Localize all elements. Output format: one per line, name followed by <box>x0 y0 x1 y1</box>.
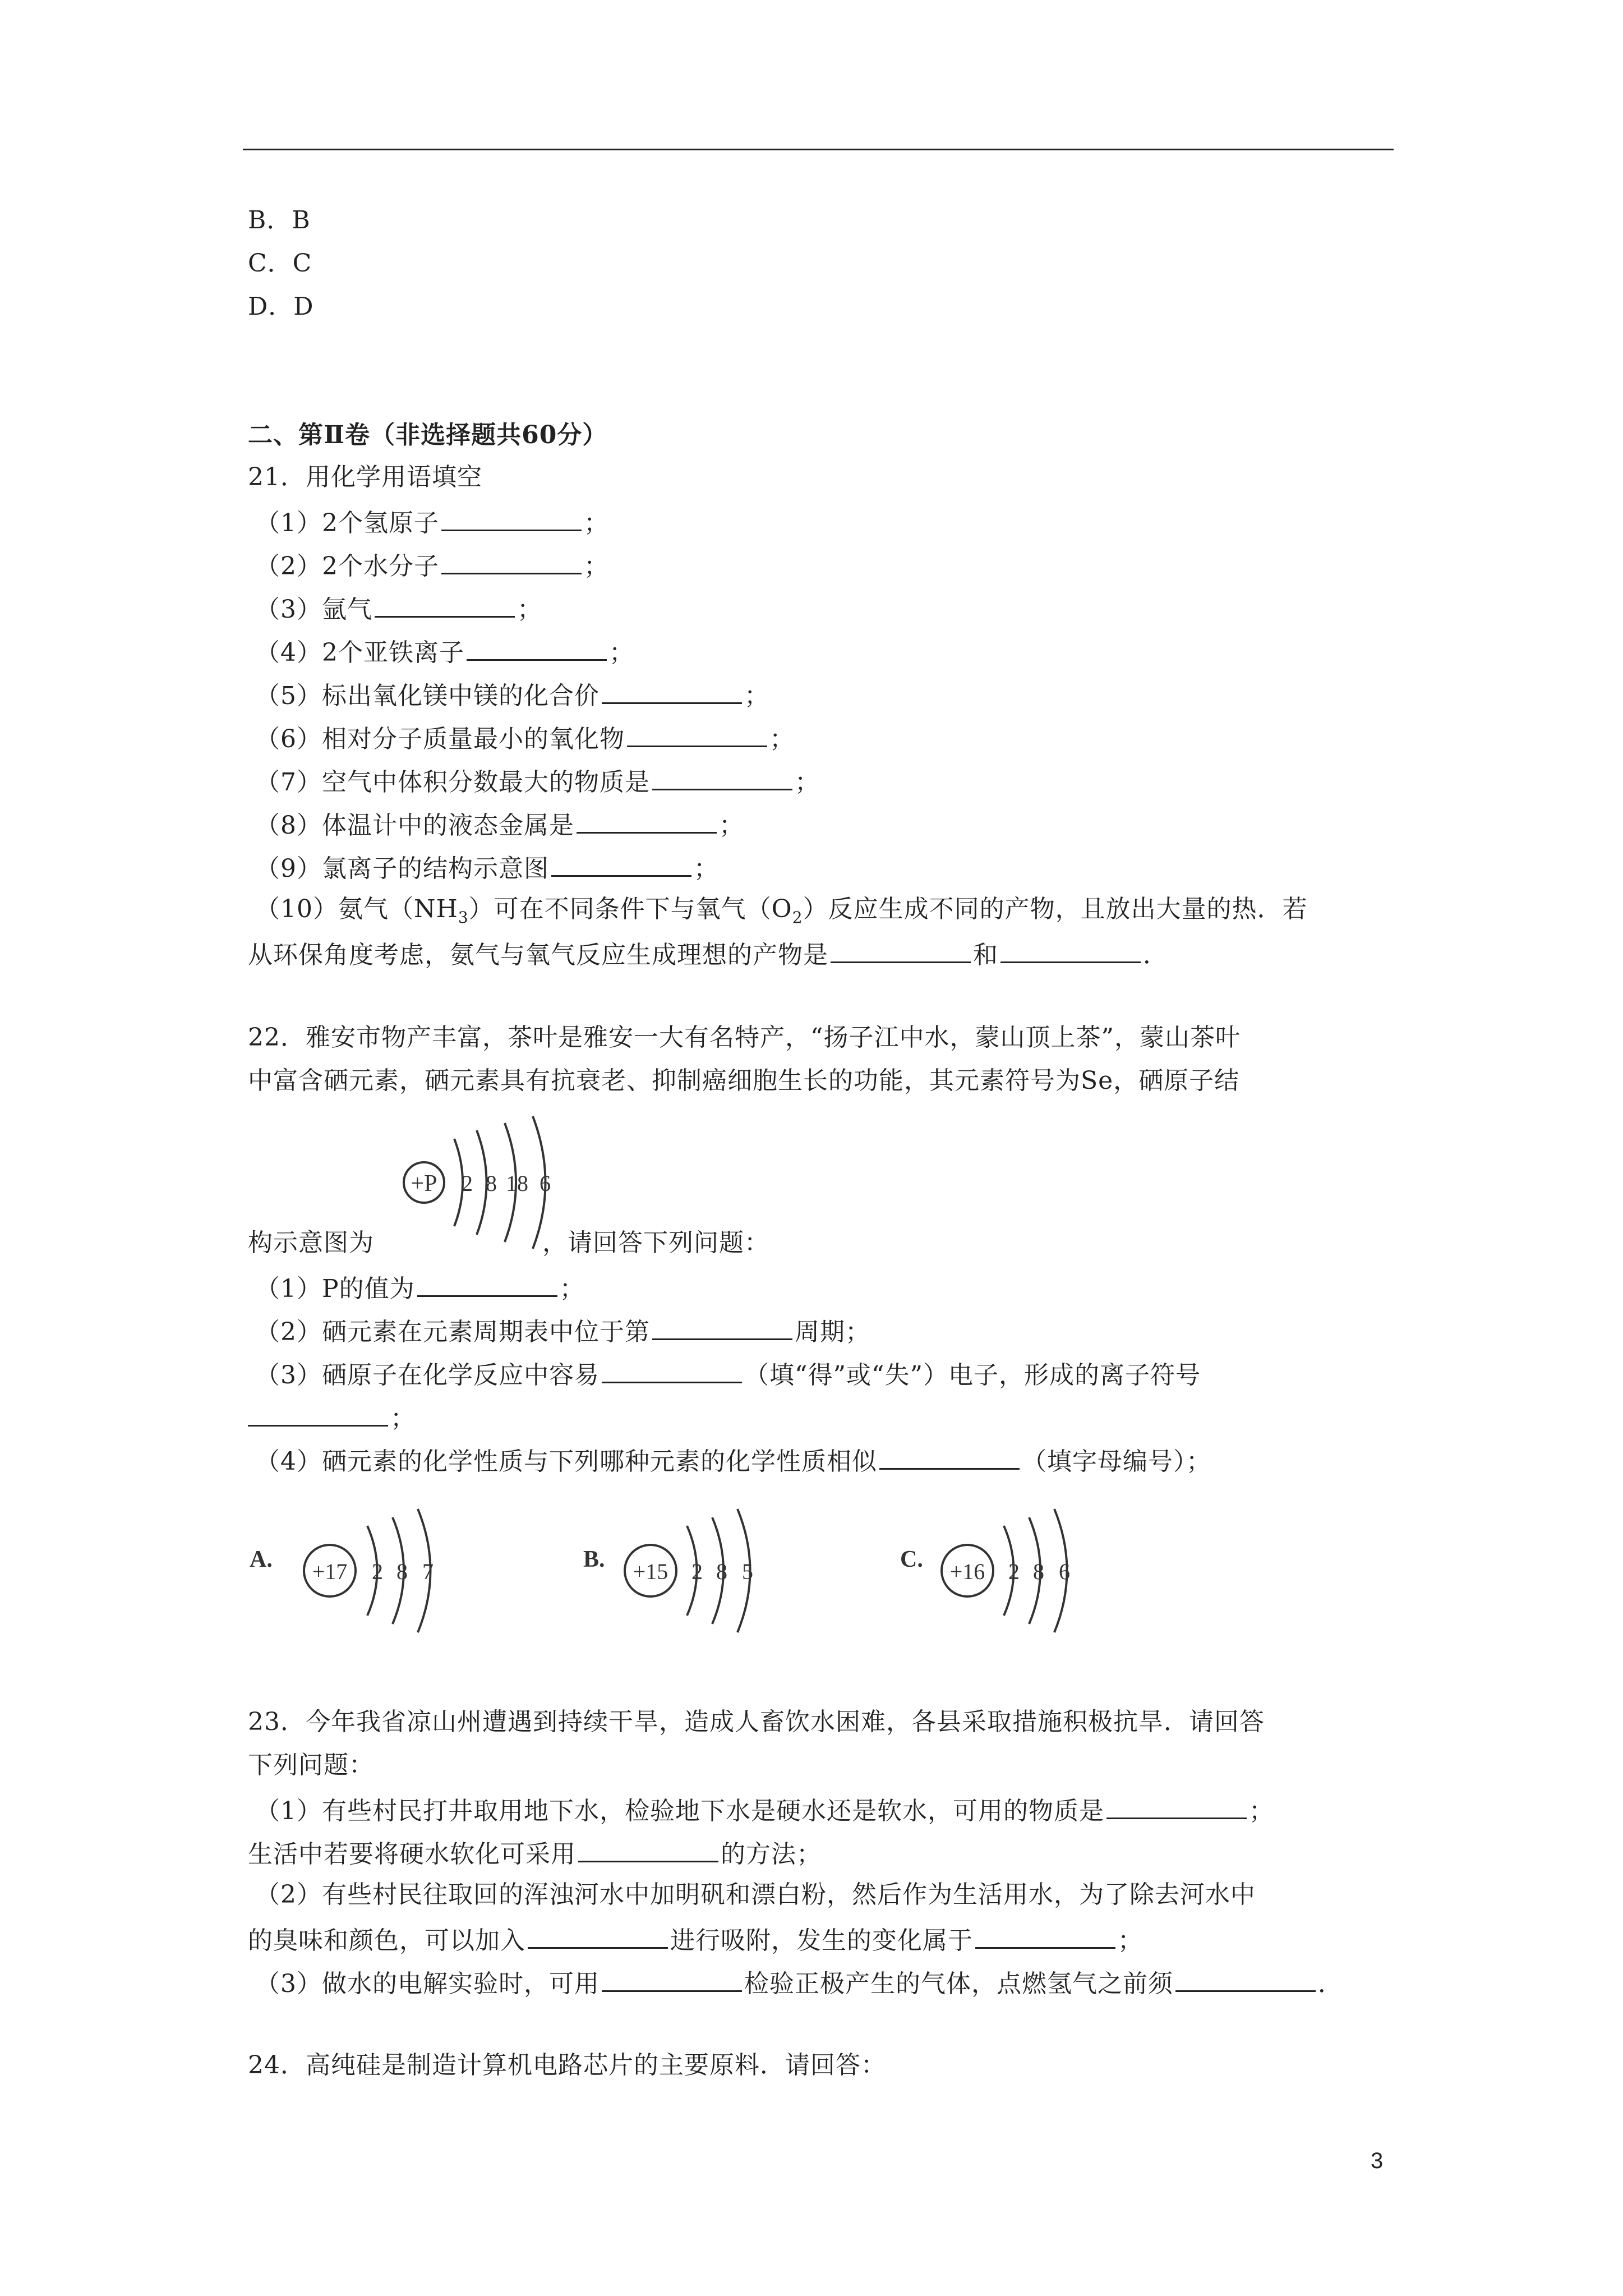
shell-count: 18 <box>506 1171 528 1196</box>
shell-count: 7 <box>422 1559 434 1584</box>
answer-blank[interactable] <box>578 1836 718 1862</box>
q21-item-10-line2: 从环保角度考虑，氨气与氧气反应生成理想的产物是 和 ． <box>248 937 1168 971</box>
q23-line2: 下列问题： <box>248 1751 374 1779</box>
option-c: C．C <box>248 249 312 278</box>
q21-item-3: （3）氩气 ； <box>255 591 542 625</box>
q21-item-9: （9）氯离子的结构示意图 ； <box>255 850 719 885</box>
q21-item-2: （2）2个水分子 ； <box>255 548 609 582</box>
answer-blank[interactable] <box>528 1922 668 1949</box>
answer-blank[interactable] <box>467 634 607 661</box>
shell-count: 8 <box>716 1559 727 1584</box>
shell-count: 8 <box>486 1171 497 1196</box>
q21-item-6: （6）相对分子质量最小的氧化物 ； <box>255 721 795 755</box>
shell-count: 2 <box>1008 1559 1020 1584</box>
answer-blank[interactable] <box>375 591 515 618</box>
q21-item-1: （1）2个氢原子 ； <box>255 505 609 539</box>
q21-item-4: （4）2个亚铁离子 ； <box>255 634 634 669</box>
q23-sub1: （1）有些村民打井取用地下水，检验地下水是硬水还是软水，可用的物质是 ； <box>255 1793 1274 1827</box>
q23-sub1-cont: 生活中若要将硬水软化可采用 的方法； <box>248 1836 822 1870</box>
q21-item-5: （5）标出氧化镁中镁的化合价 ； <box>255 678 769 712</box>
answer-blank[interactable] <box>975 1922 1115 1949</box>
q23-sub3: （3）做水的电解实验时，可用 检验正极产生的气体，点燃氢气之前须 ． <box>255 1966 1343 2000</box>
option-label: B. <box>583 1547 605 1572</box>
answer-blank[interactable] <box>831 937 971 963</box>
q22-sub3: （3）硒原子在化学反应中容易 （填“得”或“失”）电子，形成的离子符号 <box>255 1357 1201 1391</box>
option-b-diagram <box>583 1503 785 1644</box>
answer-blank[interactable] <box>652 764 792 790</box>
shell-count: 6 <box>540 1171 551 1196</box>
q22-line3: 构示意图为 ，请回答下列问题： <box>248 1228 769 1257</box>
q22-sub1: （1）P的值为 ； <box>255 1271 585 1305</box>
answer-blank[interactable] <box>602 1966 742 1992</box>
nucleus-label: +16 <box>949 1559 985 1584</box>
nucleus-label: +15 <box>633 1559 668 1584</box>
q23-line1: 23．今年我省凉山州遭遇到持续干旱，造成人畜饮水困难，各县采取措施积极抗旱．请回答 <box>248 1708 1265 1736</box>
q22-sub4: （4）硒元素的化学性质与下列哪种元素的化学性质相似 （填字母编号）； <box>255 1443 1211 1478</box>
answer-blank[interactable] <box>627 721 767 747</box>
q23-sub2-cont: 的臭味和颜色，可以加入 进行吸附，发生的变化属于 ； <box>248 1922 1143 1957</box>
shell-count: 6 <box>1059 1559 1070 1584</box>
answer-blank[interactable] <box>879 1443 1020 1470</box>
nucleus-label: +P <box>411 1171 437 1197</box>
answer-blank[interactable] <box>602 678 742 704</box>
q23-sub2: （2）有些村民往取回的浑浊河水中加明矾和漂白粉，然后作为生活用水，为了除去河水中 <box>255 1880 1256 1909</box>
q22-sub2: （2）硒元素在元素周期表中位于第 周期； <box>255 1314 870 1348</box>
shell-count: 8 <box>396 1559 408 1584</box>
option-b: B．B <box>248 206 311 234</box>
shell-count: 5 <box>742 1559 753 1584</box>
option-label: A. <box>250 1547 273 1572</box>
answer-blank[interactable] <box>1106 1793 1247 1819</box>
electron-shell-2 <box>477 1130 487 1235</box>
section-title: 二、第Ⅱ卷（非选择题共60分） <box>248 421 608 449</box>
q21-item-10-line1: （10）氨气$(NH_3)$可在不同条件下与氧气$(O_2)$反应生成不同的产物，且放出大量的热．若 <box>255 895 1308 927</box>
q21-title: 21．用化学用语填空 <box>248 463 482 491</box>
answer-blank[interactable] <box>551 850 691 877</box>
option-d: D．D <box>248 292 314 321</box>
header-rule <box>243 149 1394 150</box>
q21-item-8: （8）体温计中的液态金属是 ； <box>255 807 744 841</box>
q22-sub3-cont: ； <box>248 1400 416 1434</box>
shell-count: 2 <box>372 1559 383 1584</box>
q22-line2: 中富含硒元素，硒元素具有抗衰老、抑制癌细胞生长的功能，其元素符号为Se，硒原子结 <box>248 1066 1240 1095</box>
answer-blank[interactable] <box>577 807 717 834</box>
answer-blank[interactable] <box>441 505 582 531</box>
answer-blank[interactable] <box>1000 937 1141 963</box>
q24-line1: 24．高纯硅是制造计算机电路芯片的主要原料．请回答： <box>248 2051 886 2079</box>
answer-blank[interactable] <box>248 1400 388 1427</box>
answer-blank[interactable] <box>652 1314 792 1340</box>
option-a-diagram <box>250 1503 451 1644</box>
shell-count: 8 <box>1033 1559 1044 1584</box>
q22-line1: 22．雅安市物产丰富，茶叶是雅安一大有名特产，“扬子江中水，蒙山顶上茶”，蒙山茶叶 <box>248 1023 1241 1052</box>
option-c-diagram <box>900 1503 1102 1644</box>
answer-blank[interactable] <box>602 1357 742 1383</box>
page-number: 3 <box>1371 2148 1384 2173</box>
answer-blank[interactable] <box>441 548 582 574</box>
answer-blank[interactable] <box>1175 1966 1316 1992</box>
shell-count: 2 <box>691 1559 703 1584</box>
nucleus-label: +17 <box>312 1559 348 1584</box>
q21-item-7: （7）空气中体积分数最大的物质是 ； <box>255 764 820 798</box>
shell-count: 2 <box>462 1171 473 1196</box>
answer-blank[interactable] <box>417 1271 557 1297</box>
option-label: C. <box>900 1547 923 1572</box>
